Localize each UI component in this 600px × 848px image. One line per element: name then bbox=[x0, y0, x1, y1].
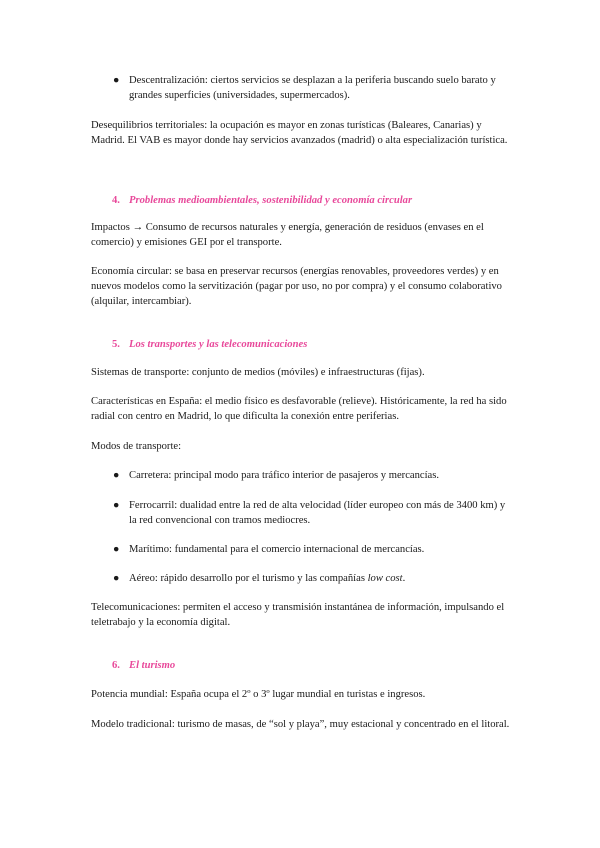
bullet-aereo-period: . bbox=[402, 573, 406, 584]
bullet-ferrocarril: Ferrocarril: dualidad entre la red de alta velocidad (líder europeo con más de 3400 km) y la red convencional con tramos mediocres. bbox=[129, 500, 506, 526]
bullet-symbol: ● bbox=[113, 470, 120, 481]
section-title: El turismo bbox=[129, 660, 176, 671]
bullet-aereo-text: Aéreo: rápido desarrollo por el turismo y las compañías bbox=[129, 573, 368, 584]
paragraph-potencia-mundial: Potencia mundial: España ocupa el 2º o 3º lugar mundial en turistas e ingresos. bbox=[91, 689, 426, 700]
section-heading-4 bbox=[112, 193, 532, 208]
bullet-symbol: ● bbox=[113, 75, 120, 86]
bullet-symbol: ● bbox=[113, 573, 120, 584]
bullet-aereo-italic: low cost bbox=[367, 573, 403, 584]
paragraph-modos-transporte: Modos de transporte: bbox=[91, 441, 182, 452]
section-number: 6. bbox=[112, 660, 120, 671]
bullet-descentralizacion: Descentralización: ciertos servicios se desplazan a la periferia buscando suelo barato y grandes superficies (universidades, supermercados). bbox=[129, 75, 496, 101]
paragraph-impactos: Impactos → Consumo de recursos naturales y energía, generación de residuos (envases en el comercio) y emisiones GEI por el transporte. bbox=[91, 222, 484, 248]
section-title: Problemas medioambientales, sostenibilidad y economía circular bbox=[129, 195, 413, 206]
bullet-aereo bbox=[129, 571, 514, 586]
paragraph-caracteristicas: Características en España: el medio físico es desfavorable (relieve). Históricamente, la red ha sido radial con centro en Madrid, lo que dificulta la conexión entre periferias. bbox=[91, 396, 507, 422]
section-heading-5 bbox=[112, 337, 532, 352]
paragraph-sistemas-transporte: Sistemas de transporte: conjunto de medios (móviles) e infraestructuras (fijas). bbox=[91, 367, 425, 378]
paragraph-desequilibrios: Desequilibrios territoriales: la ocupación es mayor en zonas turísticas (Baleares, Canarias) y Madrid. El VAB es mayor donde hay servicios avanzados (madrid) o alta especialización turística. bbox=[91, 120, 508, 146]
paragraph-economia-circular: Economía circular: se basa en preservar recursos (energías renovables, proveedores verdes) y en nuevos modelos como la servitización (pagar por uso, no por compra) y el consumo colaborativo (alquilar, intercambiar). bbox=[91, 266, 502, 307]
bullet-symbol: ● bbox=[113, 500, 120, 511]
section-title: Los transportes y las telecomunicaciones bbox=[129, 339, 308, 350]
bullet-maritimo: Marítimo: fundamental para el comercio internacional de mercancías. bbox=[129, 544, 425, 555]
paragraph-telecomunicaciones: Telecomunicaciones: permiten el acceso y transmisión instantánea de información, impulsando el teletrabajo y la economía digital. bbox=[91, 602, 505, 628]
bullet-symbol: ● bbox=[113, 544, 120, 555]
section-heading-6 bbox=[112, 658, 532, 673]
section-number: 4. bbox=[112, 195, 120, 206]
bullet-carretera: Carretera: principal modo para tráfico interior de pasajeros y mercancías. bbox=[129, 470, 440, 481]
section-number: 5. bbox=[112, 339, 120, 350]
paragraph-modelo-tradicional: Modelo tradicional: turismo de masas, de “sol y playa”, muy estacional y concentrado en el litoral. bbox=[91, 719, 510, 730]
